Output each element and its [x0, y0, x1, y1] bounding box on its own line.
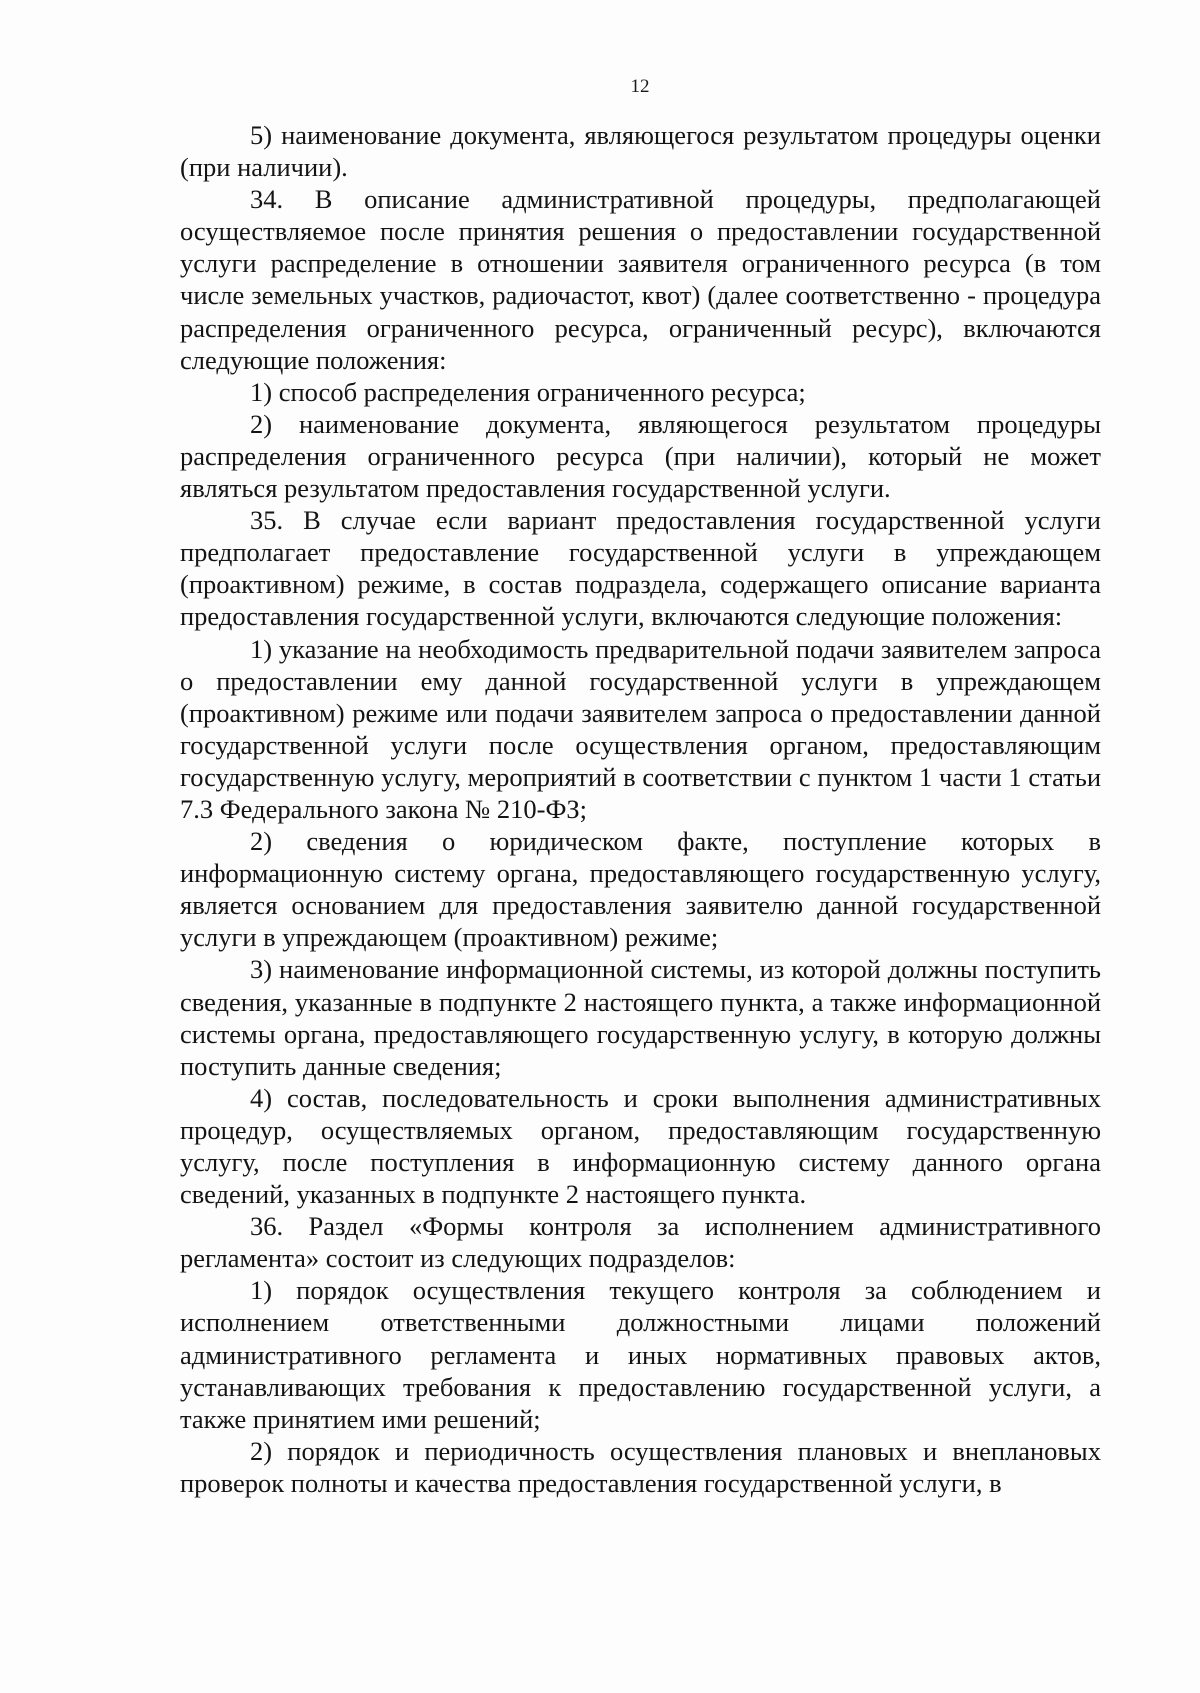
document-body — [180, 119, 1101, 1499]
page-number: 12 — [630, 76, 650, 97]
paragraph-35-item-2: 2) сведения о юридическом факте, поступление которых в информационную систему органа, предоставляющего государственную услугу, является основанием для предоставления заявителю данной государственной услуги в упреждающем (проактивном) режиме; — [180, 826, 1101, 953]
paragraph-34-item-2: 2) наименование документа, являющегося результатом процедуры распределения ограниченного ресурса (при наличии), который не может являться результатом предоставления государственной услуги. — [180, 408, 1101, 504]
paragraph-36-item-2: 2) порядок и периодичность осуществления плановых и внеплановых проверок полноты и качества предоставления государственной услуги, в — [180, 1435, 1101, 1498]
paragraph-35-item-3: 3) наименование информационной системы, из которой должны поступить сведения, указанные в подпункте 2 настоящего пункта, а также информационной системы органа, предоставляющего государственную услугу, в которую должны поступить данные сведения; — [180, 954, 1101, 1081]
paragraph-36-control-forms: 36. Раздел «Формы контроля за исполнением административного регламента» состоит из следующих подразделов: — [180, 1211, 1101, 1274]
paragraph-35-item-4: 4) состав, последовательность и сроки выполнения административных процедур, осуществляемых органом, предоставляющим государственную услугу, после поступления в информационную систему данного органа сведений, указанных в подпункте 2 настоящего пункта. — [180, 1082, 1101, 1210]
paragraph-35-proactive-mode: 35. В случае если вариант предоставления государственной услуги предполагает предоставление государственной услуги в упреждающем (проактивном) режиме, в состав подраздела, содержащего описание варианта предоставления государственной услуги, включаются следующие положения: — [180, 505, 1101, 632]
paragraph-36-item-1: 1) порядок осуществления текущего контроля за соблюдением и исполнением ответственными должностными лицами положений административного регламента и иных нормативных правовых актов, устанавливающих требования к предоставлению государственной услуги, а также принятием ими решений; — [180, 1275, 1101, 1434]
paragraph-34-resource-distribution: 34. В описание административной процедуры, предполагающей осуществляемое после принятия решения о предоставлении государственной услуги распределение в отношении заявителя ограниченного ресурса (в том числе земельных участков, радиочастот, квот) (далее соответственно - процедура распределения ограниченного ресурса, ограниченный ресурс), включаются следующие положения: — [180, 184, 1101, 375]
paragraph-item-5-assessment-result: 5) наименование документа, являющегося результатом процедуры оценки (при наличии). — [180, 120, 1101, 183]
paragraph-35-item-1: 1) указание на необходимость предварительной подачи заявителем запроса о предоставлении ему данной государственной услуги в упреждающем (проактивном) режиме или подачи заявителем запроса о предоставлении данной государственной услуги после осуществления органом, предоставляющим государственную услугу, мероприятий в соответствии с пунктом 1 части 1 статьи 7.3 Федерального закона № 210-ФЗ; — [180, 633, 1101, 824]
paragraph-34-item-1: 1) способ распределения ограниченного ресурса; — [250, 376, 806, 407]
